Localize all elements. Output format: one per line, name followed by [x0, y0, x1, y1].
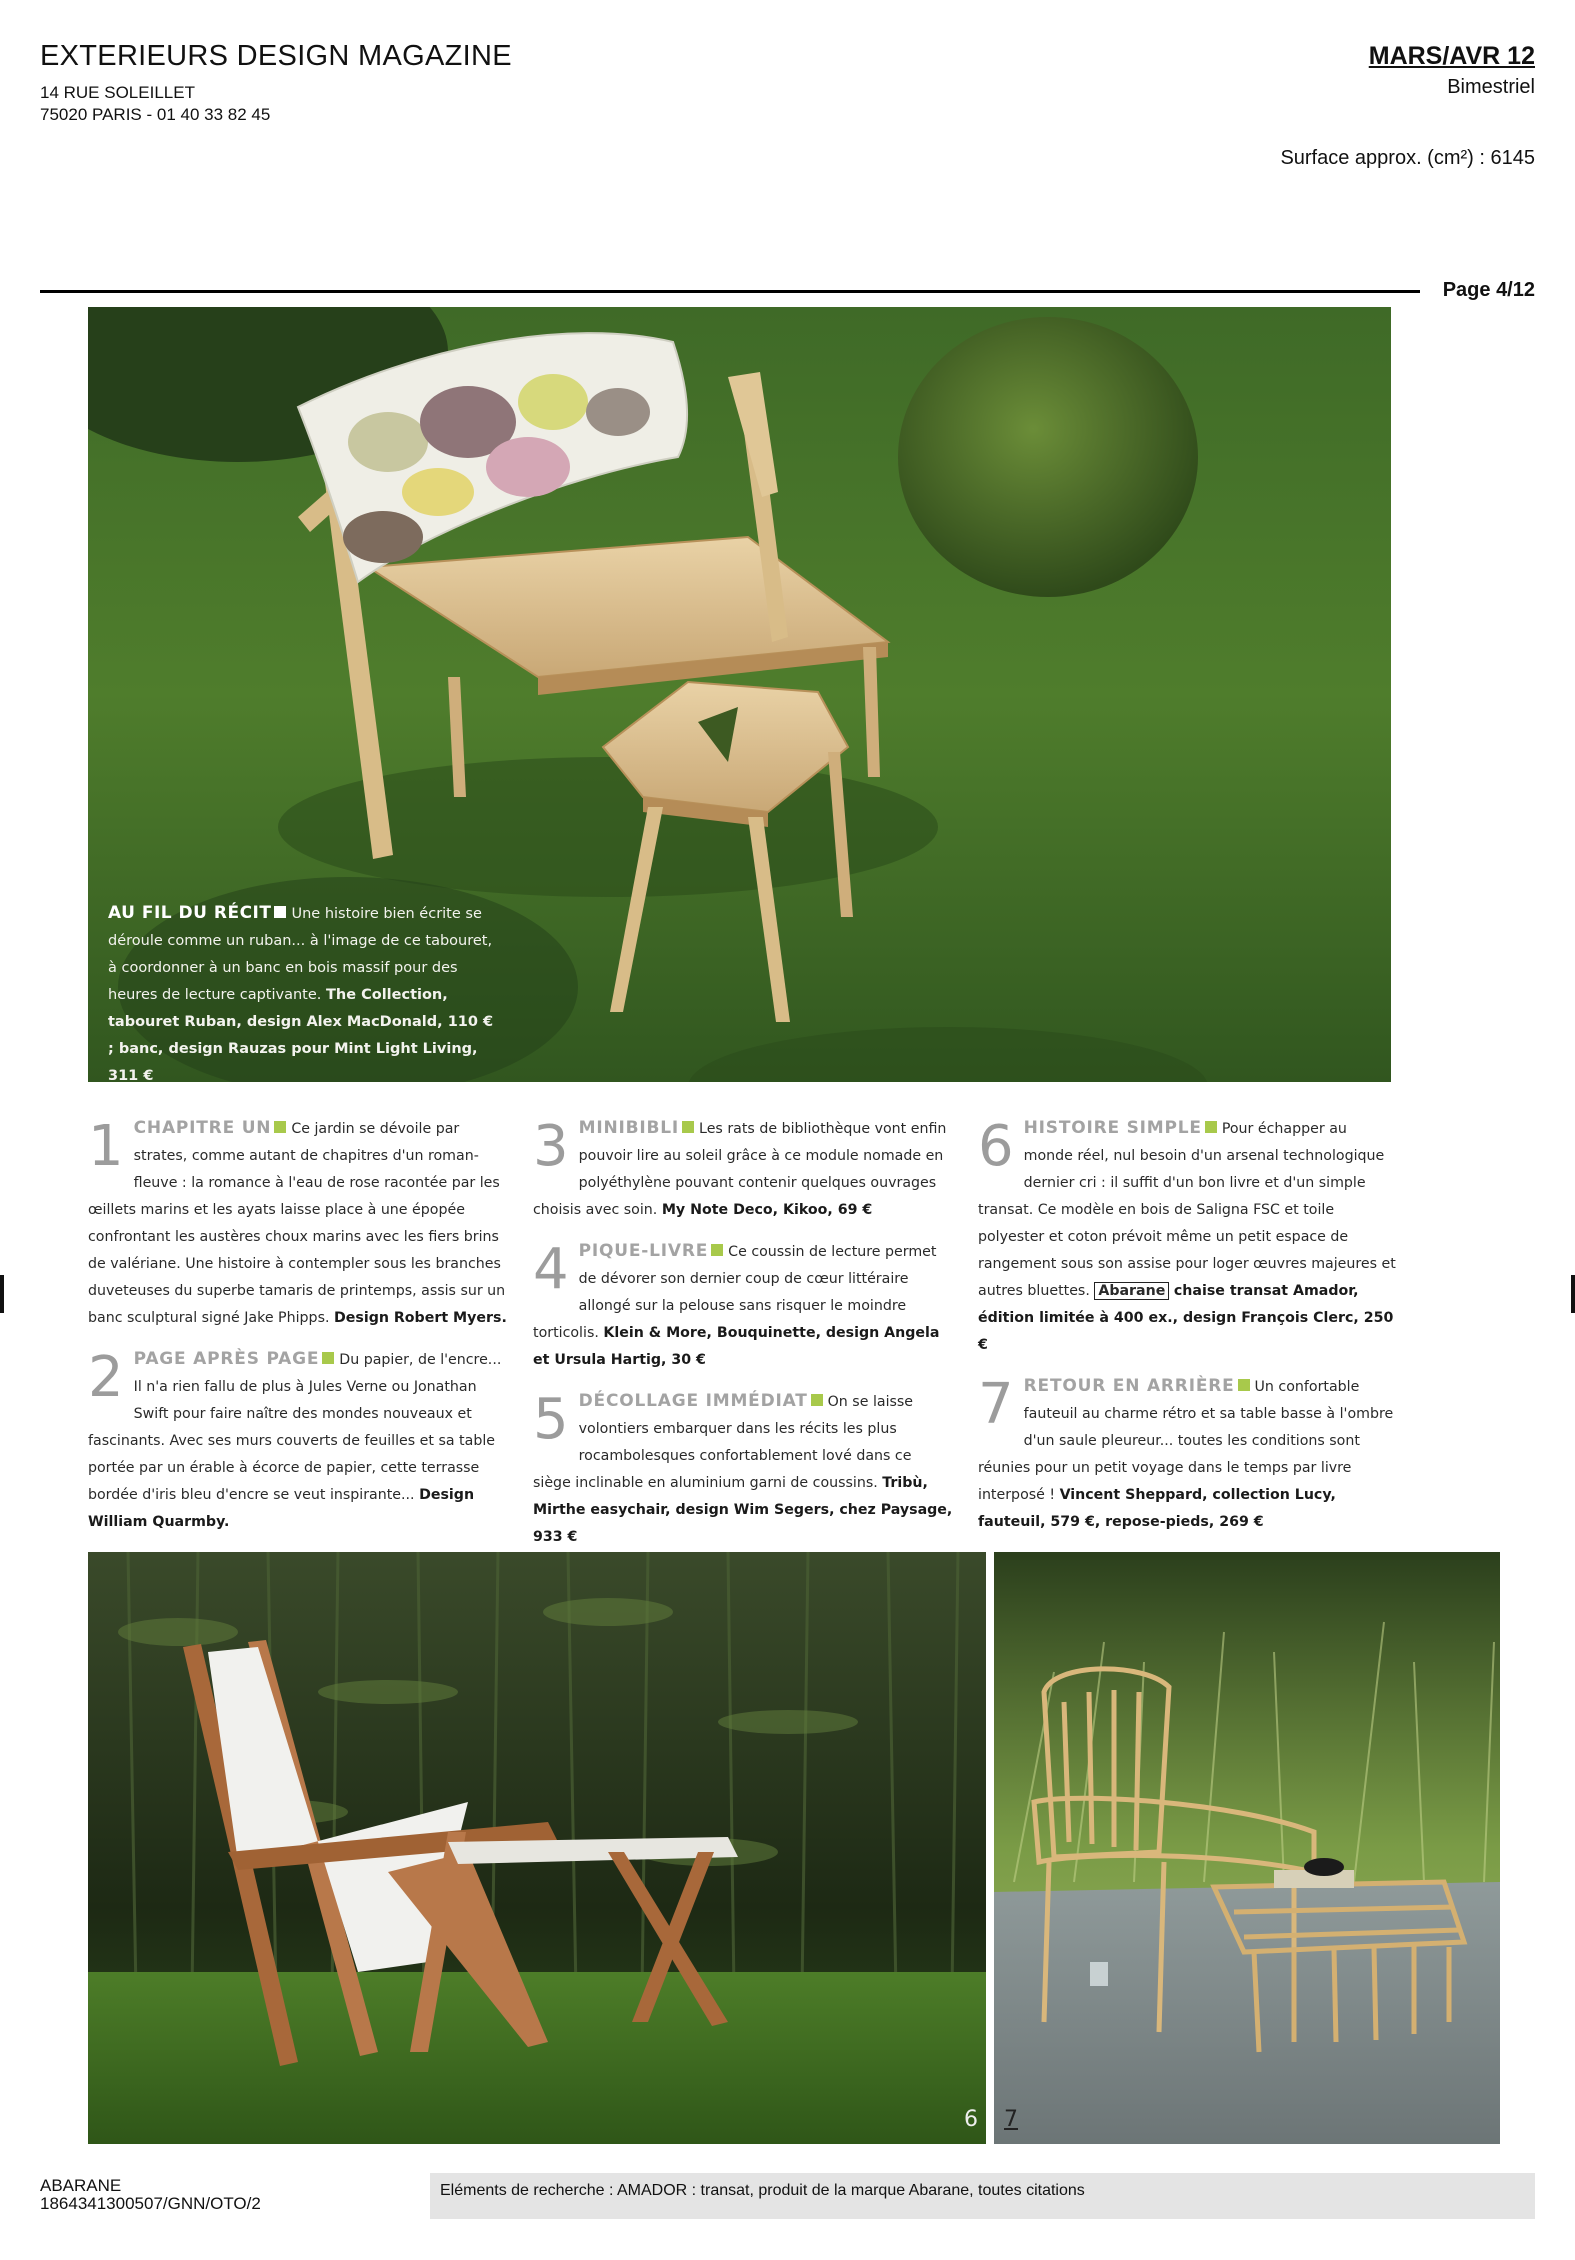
left-crop-mark [0, 1275, 4, 1313]
green-bullet-square [711, 1244, 723, 1256]
footer-reference [40, 2177, 261, 2213]
item-number: 7 [978, 1372, 1014, 1437]
publication-title: EXTERIEURS DESIGN MAGAZINE [40, 40, 512, 72]
item-credit: Klein & More, Bouquinette, design Angela et Ursula Hartig, 30 € [533, 1325, 940, 1368]
footer-ref-code: 1864341300507/GNN/OTO/2 [40, 2194, 261, 2213]
rattan-chair-photo [994, 1552, 1500, 2144]
article-column-1 [88, 1115, 508, 1550]
item-body: Les rats de bibliothèque vont enfin pouvoir lire au soleil grâce à ce module nomade en polyéthylène pouvant contenir quelques ouvrages choisis avec soin. [533, 1121, 947, 1218]
item-title: PIQUE-LIVRE [578, 1241, 709, 1261]
item-credit: Design Robert Myers. [333, 1310, 507, 1326]
deck-chair-photo [88, 1552, 986, 2144]
header-divider [40, 290, 1420, 293]
article-item-3 [533, 1115, 953, 1224]
item-title: DÉCOLLAGE IMMÉDIAT [578, 1391, 808, 1411]
issue-frequency: Bimestriel [1447, 76, 1535, 98]
item-number: 3 [533, 1114, 569, 1179]
footer-brand: ABARANE [40, 2176, 122, 2195]
item-credit: Vincent Sheppard, collection Lucy, fauteuil, 579 €, repose-pieds, 269 € [978, 1487, 1336, 1530]
item-body: Ce coussin de lecture permet de dévorer son dernier coup de cœur littéraire allongé sur la pelouse sans risquer le moindre torticolis. [533, 1244, 937, 1341]
article-item-1 [88, 1115, 508, 1332]
article-column-2 [533, 1115, 953, 1565]
item-number: 5 [533, 1387, 569, 1452]
item-number: 4 [533, 1237, 569, 1302]
right-crop-mark [1571, 1275, 1575, 1313]
item-title: HISTOIRE SIMPLE [1023, 1118, 1202, 1138]
green-bullet-square [682, 1121, 694, 1133]
address-line-1: 14 RUE SOLEILLET [40, 83, 195, 102]
caption-bullet-square [274, 906, 286, 918]
green-bullet-square [274, 1121, 286, 1133]
photo-number-6: 6 [964, 2107, 978, 2132]
green-bullet-square [811, 1394, 823, 1406]
item-credit: chaise transat Amador, édition limitée à 400 ex., design François Clerc, 250 € [978, 1283, 1394, 1353]
item-credit: Tribù, Mirthe easychair, design Wim Segers, chez Paysage, 933 € [533, 1475, 953, 1545]
hero-caption-body: Une histoire bien écrite se déroule comme un ruban... à l'image de ce tabouret, à coordonner à un banc en bois massif pour des heures de lecture captivante. [108, 906, 493, 1003]
green-bullet-square [322, 1352, 334, 1364]
article-item-6 [978, 1115, 1398, 1359]
item-body: Ce jardin se dévoile par strates, comme autant de chapitres d'un roman-fleuve : la romance à l'eau de rose racontée par les œillets marins et les ayats laisse place à une épopée confrontant les austères choux marins avec les fiers brins de valériane. Une histoire à contempler sous les branches duveteuses du superbe tamaris de printemps, assis sur un banc sculptural signé Jake Phipps. [88, 1121, 506, 1326]
search-elements-box: Eléments de recherche : AMADOR : transat, produit de la marque Abarane, toutes citations [430, 2173, 1535, 2219]
green-bullet-square [1205, 1121, 1217, 1133]
item-number: 1 [88, 1114, 124, 1179]
item-number: 2 [88, 1345, 124, 1410]
hero-caption [108, 900, 503, 1090]
issue-date: MARS/AVR 12 [1368, 42, 1535, 70]
item-credit: Design William Quarmby. [88, 1487, 475, 1530]
article-item-4 [533, 1238, 953, 1374]
article-column-3 [978, 1115, 1398, 1550]
page-number: Page 4/12 [1442, 279, 1535, 301]
item-body: Du papier, de l'encre... Il n'a rien fallu de plus à Jules Verne ou Jonathan Swift pour faire naître des mondes nouveaux et fascinants. Avec ses murs couverts de feuilles et sa table portée par un érable à écorce de papier, cette terrasse bordée d'iris bleu d'encre se veut inspirante... [88, 1352, 502, 1503]
item-body: On se laisse volontiers embarquer dans les récits les plus rocambolesques confortablement lové dans ce siège inclinable en aluminium garni de coussins. [533, 1394, 914, 1491]
article-item-7 [978, 1373, 1398, 1536]
article-item-5 [533, 1388, 953, 1551]
item-number: 6 [978, 1114, 1014, 1179]
item-title: PAGE APRÈS PAGE [133, 1349, 320, 1369]
address-line-2: 75020 PARIS - 01 40 33 82 45 [40, 105, 271, 124]
hero-caption-title: AU FIL DU RÉCIT [108, 903, 272, 923]
highlighted-brand-abarane: Abarane [1094, 1282, 1169, 1300]
green-bullet-square [1238, 1379, 1250, 1391]
item-title: MINIBIBLI [578, 1118, 680, 1138]
surface-area: Surface approx. (cm²) : 6145 [1280, 147, 1535, 169]
item-credit: My Note Deco, Kikoo, 69 € [661, 1202, 873, 1218]
item-title: RETOUR EN ARRIÈRE [1023, 1376, 1235, 1396]
photo-number-7: 7 [1004, 2107, 1018, 2132]
publication-address [40, 82, 270, 126]
item-body: Pour échapper au monde réel, nul besoin d'un arsenal technologique dernier cri : il suffit d'un bon livre et d'un simple transat. Ce modèle en bois de Saligna FSC et toile polyester et coton prévoit même un petit espace de rangement sous son assise pour loger œuvres majeures et autres bluettes. [978, 1121, 1396, 1299]
item-body: Un confortable fauteuil au charme rétro et sa table basse à l'ombre d'un saule pleureur... toutes les conditions sont réunies pour un petit voyage dans le temps par livre interposé ! [978, 1379, 1394, 1503]
article-item-2 [88, 1346, 508, 1536]
item-title: CHAPITRE UN [133, 1118, 272, 1138]
hero-caption-credit: The Collection, tabouret Ruban, design Alex MacDonald, 110 € ; banc, design Rauzas pour Mint Light Living, 311 € [108, 987, 494, 1084]
